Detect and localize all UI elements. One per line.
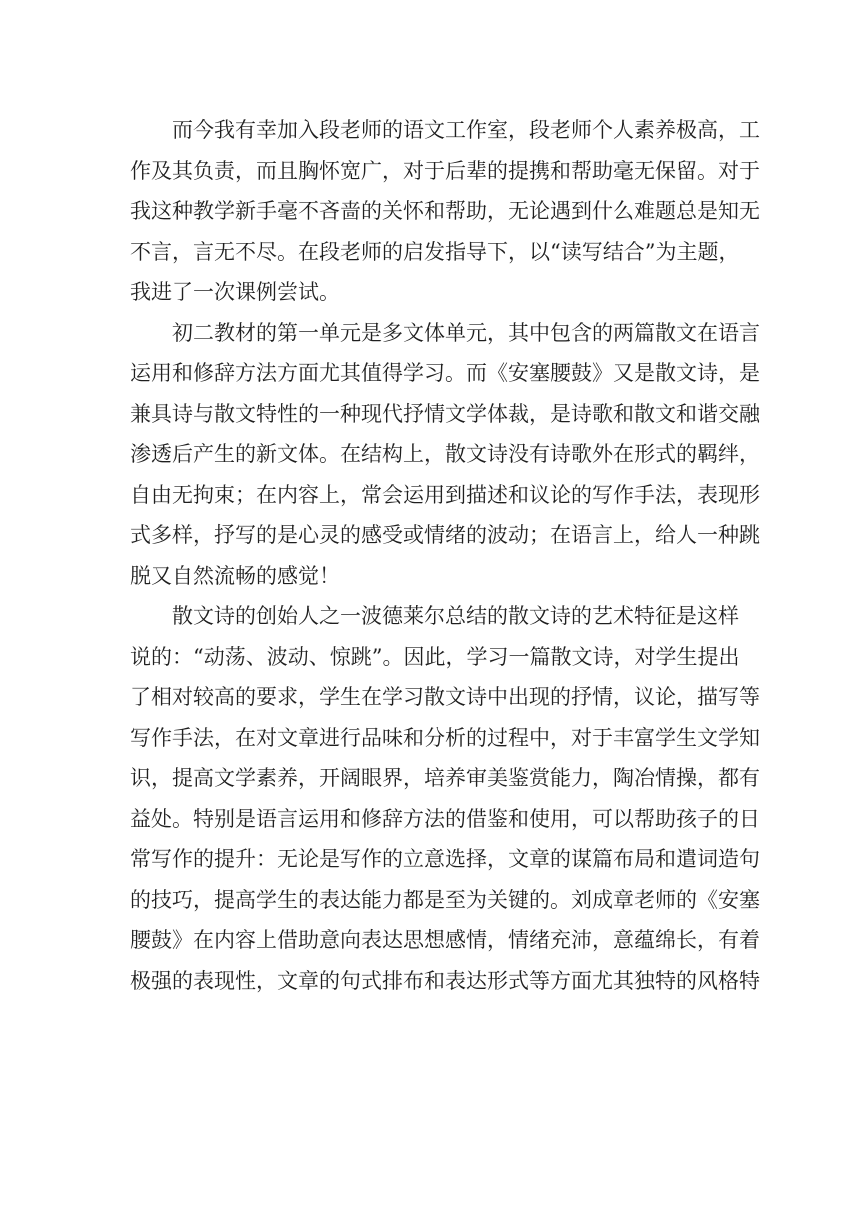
text-line: 自由无拘束；在内容上，常会运用到描述和议论的写作手法，表现形 [130,482,760,507]
text-line: 不言，言无不尽。在段老师的启发指导下，以“读写结合”为主题， [130,239,740,264]
text-line: 说的：“动荡、波动、惊跳”。因此，学习一篇散文诗，对学生提出 [130,644,740,669]
text-line: 极强的表现性，文章的句式排布和表达形式等方面尤其独特的风格特 [130,968,760,993]
text-line: 初二教材的第一单元是多文体单元，其中包含的两篇散文在语言 [172,320,760,345]
text-line: 式多样，抒写的是心灵的感受或情绪的波动；在语言上，给人一种跳 [130,523,760,547]
text-line: 作及其负责，而且胸怀宽广，对于后辈的提携和帮助毫无保留。对于 [130,158,760,183]
text-line: 我这种教学新手毫不吝啬的关怀和帮助，无论遇到什么难题总是知无 [130,199,760,223]
text-line: 脱又自然流畅的感觉！ [130,563,340,588]
text-line: 兼具诗与散文特性的一种现代抒情文学体裁，是诗歌和散文和谐交融 [130,401,760,426]
text-line: 识，提高文学素养，开阔眼界，培养审美鉴赏能力，陶冶情操，都有 [130,766,760,790]
text-line: 散文诗的创始人之一波德莱尔总结的散文诗的艺术特征是这样 [172,604,739,628]
text-line: 益处。特别是语言运用和修辞方法的借鉴和使用，可以帮助孩子的日 [130,806,760,831]
text-line: 运用和修辞方法方面尤其值得学习。而《安塞腰鼓》又是散文诗，是 [130,361,760,385]
text-line: 的技巧，提高学生的表达能力都是至为关键的。刘成章老师的《安塞 [130,887,760,912]
paragraph-2 [130,313,760,597]
text-line: 我进了一次课例尝试。 [130,280,340,304]
text-line: 了相对较高的要求，学生在学习散文诗中出现的抒情，议论，描写等 [130,685,760,709]
text-line: 而今我有幸加入段老师的语文工作室，段老师个人素养极高，工 [172,118,760,142]
text-line: 腰鼓》在内容上借助意向表达思想感情，情绪充沛，意蕴绵长，有着 [130,928,760,952]
paragraph-1 [130,110,760,313]
paragraph-3 [130,596,760,1001]
text-line: 写作手法，在对文章进行品味和分析的过程中，对于丰富学生文学知 [130,725,760,750]
document-body [130,110,760,1001]
text-line: 常写作的提升：无论是写作的立意选择，文章的谋篇布局和遣词造句 [130,847,760,871]
text-line: 渗透后产生的新文体。在结构上，散文诗没有诗歌外在形式的羁绊， [130,442,760,466]
